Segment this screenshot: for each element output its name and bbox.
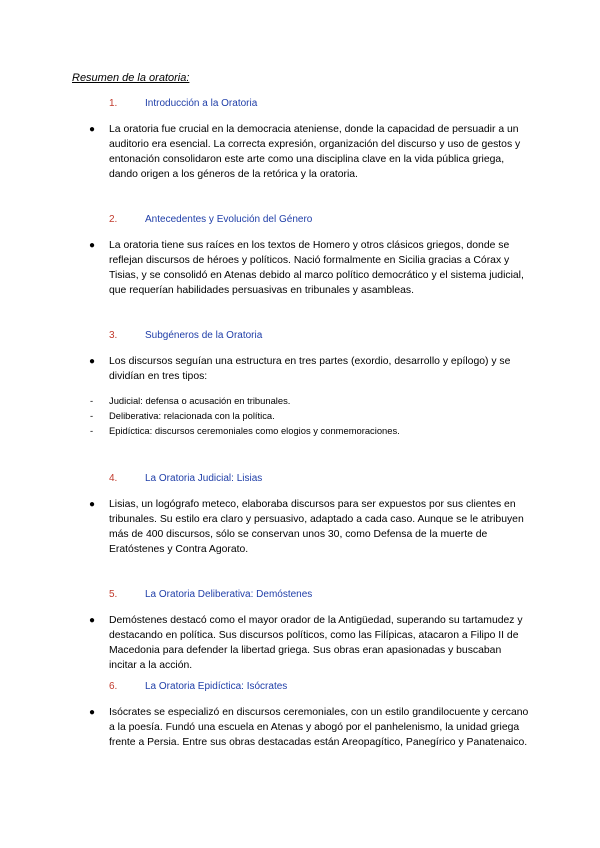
paragraph-text: Demóstenes destacó como el mayor orador de la Antigüedad, superando su tartamudez y destacando en política. Sus discursos políticos, como las Filípicas, atacaron a Filipo II de Macedonia para defender la libertad griega. Sus obras eran apasionadas y buscaban incitar a la acción.	[109, 615, 523, 671]
section-heading-text: Introducción a la Oratoria	[145, 98, 258, 109]
bullet-icon: ●	[89, 707, 96, 718]
list-item	[0, 423, 600, 438]
section-heading-text: Antecedentes y Evolución del Género	[145, 214, 313, 225]
section-number: 2.	[109, 214, 118, 225]
section-heading	[0, 472, 600, 486]
section-number: 1.	[109, 98, 118, 109]
list-item	[0, 393, 600, 408]
section-heading	[0, 213, 600, 227]
list-item-text: Judicial: defensa o acusación en tribunales.	[109, 395, 291, 406]
section-number: 6.	[109, 681, 118, 692]
paragraph-text: La oratoria tiene sus raíces en los textos de Homero y otros clásicos griegos, donde se reflejan discursos de héroes y políticos. Nació formalmente en Sicilia gracias a Córax y Tisias, y se consolidó en Atenas debido al marco político democrático y el sistema judicial, que requerían habilidades persuasivas en tribunales y asambleas.	[109, 240, 524, 296]
bullet-icon: ●	[89, 124, 96, 135]
list-item-text: Deliberativa: relacionada con la política.	[109, 410, 275, 421]
paragraph-text: Isócrates se especializó en discursos ceremoniales, con un estilo grandilocuente y cercano a la poesía. Fundó una escuela en Atenas y abogó por el panhelenismo, la unidad griega frente a Persia. Entre sus obras destacadas están Areopagítico, Panegírico y Panatenaico.	[109, 707, 529, 748]
bullet-icon: ●	[89, 499, 96, 510]
section-heading	[0, 680, 600, 694]
subgenre-list	[0, 393, 600, 438]
dash-marker: -	[90, 410, 94, 421]
section-heading-text: Subgéneros de la Oratoria	[145, 330, 263, 341]
paragraph-text: Lisias, un logógrafo meteco, elaboraba discursos para ser expuestos por sus clientes en tribunales. Su estilo era claro y persuasivo, adaptado a cada caso. Aunque se le atribuyen más de 400 discursos, sólo se conservan unos 30, como Defensa de la muerte de Eratóstenes y Contra Agorato.	[109, 499, 524, 555]
section-heading	[0, 588, 600, 602]
section-heading-text: La Oratoria Judicial: Lisias	[145, 473, 263, 484]
list-item	[0, 408, 600, 423]
section-number: 3.	[109, 330, 118, 341]
bullet-icon: ●	[89, 615, 96, 626]
dash-marker: -	[90, 395, 94, 406]
section-number: 4.	[109, 473, 118, 484]
bullet-icon: ●	[89, 240, 96, 251]
section-heading	[0, 329, 600, 343]
list-item-text: Epidíctica: discursos ceremoniales como elogios y conmemoraciones.	[109, 425, 400, 436]
section-heading-text: La Oratoria Deliberativa: Demóstenes	[145, 589, 313, 600]
document-title: Resumen de la oratoria:	[72, 72, 190, 84]
section-number: 5.	[109, 589, 118, 600]
dash-marker: -	[90, 425, 94, 436]
section-heading-text: La Oratoria Epidíctica: Isócrates	[145, 681, 288, 692]
bullet-icon: ●	[89, 356, 96, 367]
section-heading	[0, 97, 600, 111]
paragraph-text: La oratoria fue crucial en la democracia ateniense, donde la capacidad de persuadir a un auditorio era esencial. La correcta expresión, organización del discurso y uso de gestos y entonación consolidaron este arte como una disciplina clave en la vida pública griega, dando origen a los géneros de la retórica y la oratoria.	[109, 124, 521, 180]
paragraph-text: Los discursos seguían una estructura en tres partes (exordio, desarrollo y epílogo) y se dividían en tres tipos:	[109, 356, 511, 382]
